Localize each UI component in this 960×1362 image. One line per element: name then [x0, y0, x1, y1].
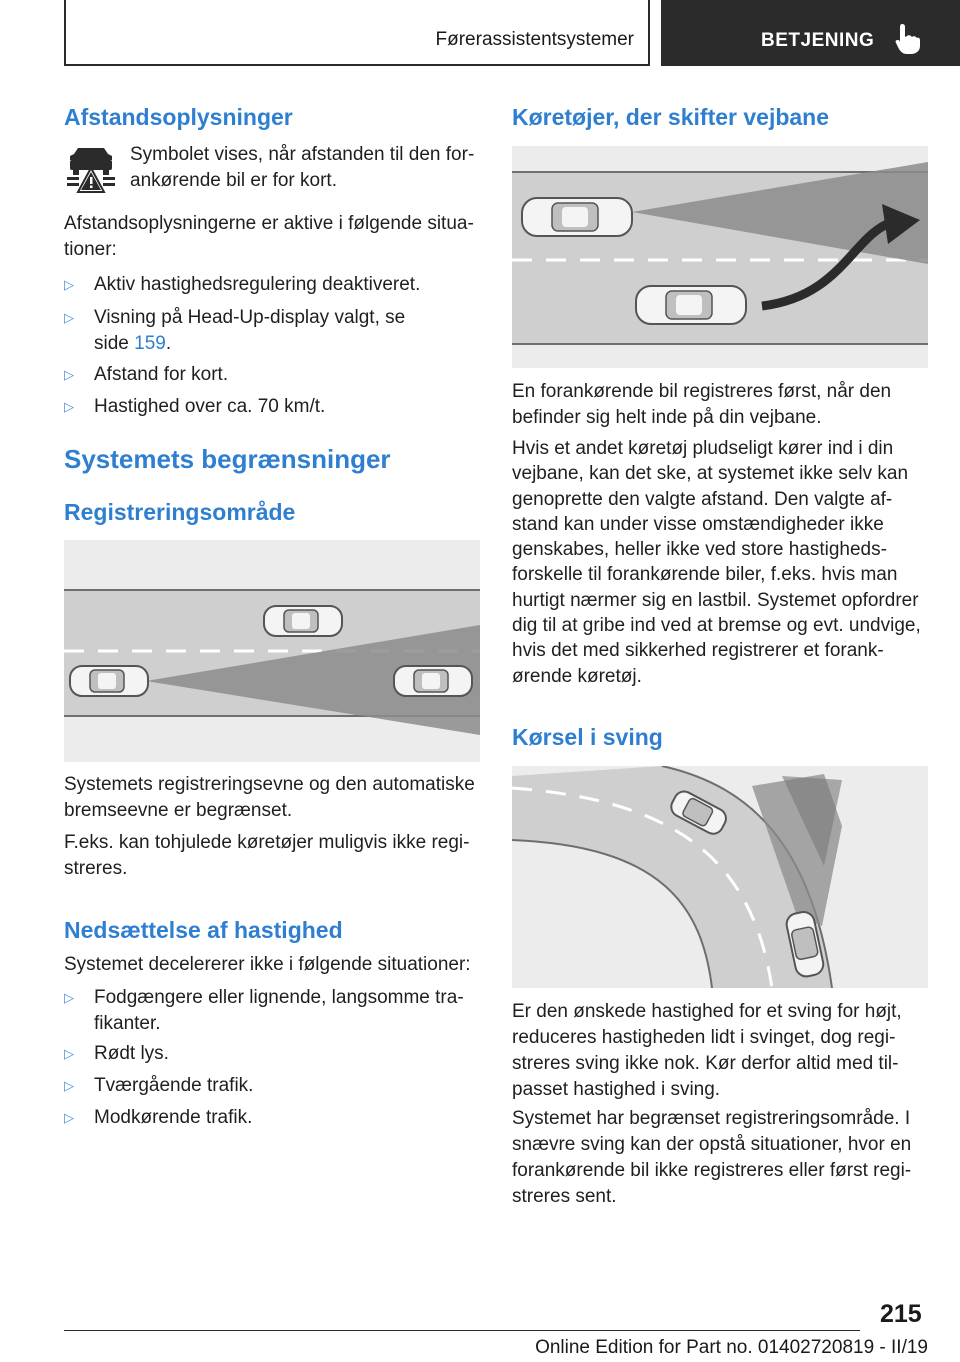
neds-intro: Systemet decelererer ikke i følgende situationer:	[64, 954, 471, 975]
list-item: ▷ Fodgængere eller lignende, langsomme tra- fikanter.	[64, 987, 464, 1034]
symbol-text-line-2: ankørende bil er for kort.	[130, 170, 337, 191]
heading-afstandsoplysninger: Afstandsoplysninger	[64, 104, 293, 130]
sving-paragraph-2: Systemet har begrænset registreringsområde. I snævre sving kan der opstå situationer, hvor en forankørende bil ikke registreres eller først regi- streres sent.	[512, 1108, 912, 1207]
car-adjacent-lane	[264, 606, 342, 636]
detection-range-illustration	[64, 540, 480, 762]
header-chapter-title: BETJENING	[761, 30, 875, 51]
reg-paragraph-2: F.eks. kan tohjulede køretøjer muligvis ikke regi- streres.	[64, 832, 470, 879]
heading-koeretoejer-skifter-vejbane: Køretøjer, der skifter vejbane	[512, 104, 830, 130]
page-link-159[interactable]: 159	[134, 333, 166, 354]
header-chapter-box	[661, 0, 960, 66]
heading-systemets-begraensninger: Systemets begrænsninger	[64, 444, 391, 474]
triangle-bullet-icon: ▷	[64, 990, 74, 1005]
list-item: ▷ Afstand for kort.	[64, 362, 480, 388]
list-item: ▷ Hastighed over ca. 70 km/t.	[64, 394, 480, 420]
pointing-hand-icon	[893, 22, 923, 56]
heading-registreringsomraade: Registreringsområde	[64, 499, 296, 525]
triangle-bullet-icon: ▷	[64, 277, 74, 292]
car-own	[70, 666, 148, 696]
car-own	[522, 198, 632, 236]
footer-divider	[64, 1330, 860, 1331]
afstand-intro	[64, 211, 480, 263]
triangle-bullet-icon: ▷	[64, 1046, 74, 1061]
skift-paragraph-2: Hvis et andet køretøj pludseligt kører ind i din vejbane, kan det ske, at systemet ikke selv kan genoprette den valgte afstand. Den valgte af- stand kan under visse omstændigheder ikke genskabes, heller ikke ved store hastigheds- forskelle til forankørende biler, f.eks. hvis man hurtigt nærmer sig en lastbil. Systemet opfordrer dig til at gribe ind ved at bremse og evt. undvige, hvis det med sikkerhed registrerer et forank- ørende køretøj.	[512, 438, 921, 687]
sving-paragraph-1: Er den ønskede hastighed for et sving for højt, reduceres hastigheden lidt i svinget, dog regi- streres sving ikke nok. Kør derfor altid med til- passet hastighed i sving.	[512, 1001, 902, 1100]
reg-paragraph-1: Systemets registreringsevne og den automatiske bremseevne er begrænset.	[64, 774, 475, 821]
triangle-bullet-icon: ▷	[64, 1110, 74, 1125]
car-changing-lane	[636, 286, 746, 324]
lane-change-illustration	[512, 146, 928, 368]
list-item: ▷ Visning på Head-Up-display valgt, se side 159.	[64, 307, 406, 354]
triangle-bullet-icon: ▷	[64, 399, 74, 414]
page-number: 215	[880, 1300, 922, 1328]
curve-driving-illustration	[512, 766, 928, 988]
triangle-bullet-icon: ▷	[64, 1078, 74, 1093]
intro-line-1: Afstandsoplysningerne er aktive i følgende situa-	[64, 213, 474, 234]
header-section-title: Førerassistentsystemer	[435, 29, 634, 50]
symbol-description	[130, 142, 480, 194]
edition-footer: Online Edition for Part no. 01402720819 - II/19	[535, 1337, 928, 1358]
triangle-bullet-icon: ▷	[64, 367, 74, 382]
intro-line-2: tioner:	[64, 239, 117, 260]
triangle-bullet-icon: ▷	[64, 310, 74, 325]
list-item: ▷ Tværgående trafik.	[64, 1073, 480, 1099]
car-distance-warning-icon	[66, 146, 116, 194]
header-section-box	[64, 0, 650, 66]
heading-nedsaettelse: Nedsættelse af hastighed	[64, 917, 343, 943]
skift-paragraph-1: En forankørende bil registreres først, når den befinder sig helt inde på din vejbane.	[512, 381, 892, 428]
heading-koersel-i-sving: Kørsel i sving	[512, 724, 663, 750]
symbol-text-line-1: Symbolet vises, når afstanden til den for-	[130, 144, 475, 165]
list-item: ▷ Modkørende trafik.	[64, 1105, 480, 1131]
list-item: ▷ Rødt lys.	[64, 1041, 480, 1067]
list-item: ▷ Aktiv hastighedsregulering deaktiveret.	[64, 272, 480, 298]
car-ahead	[394, 666, 472, 696]
